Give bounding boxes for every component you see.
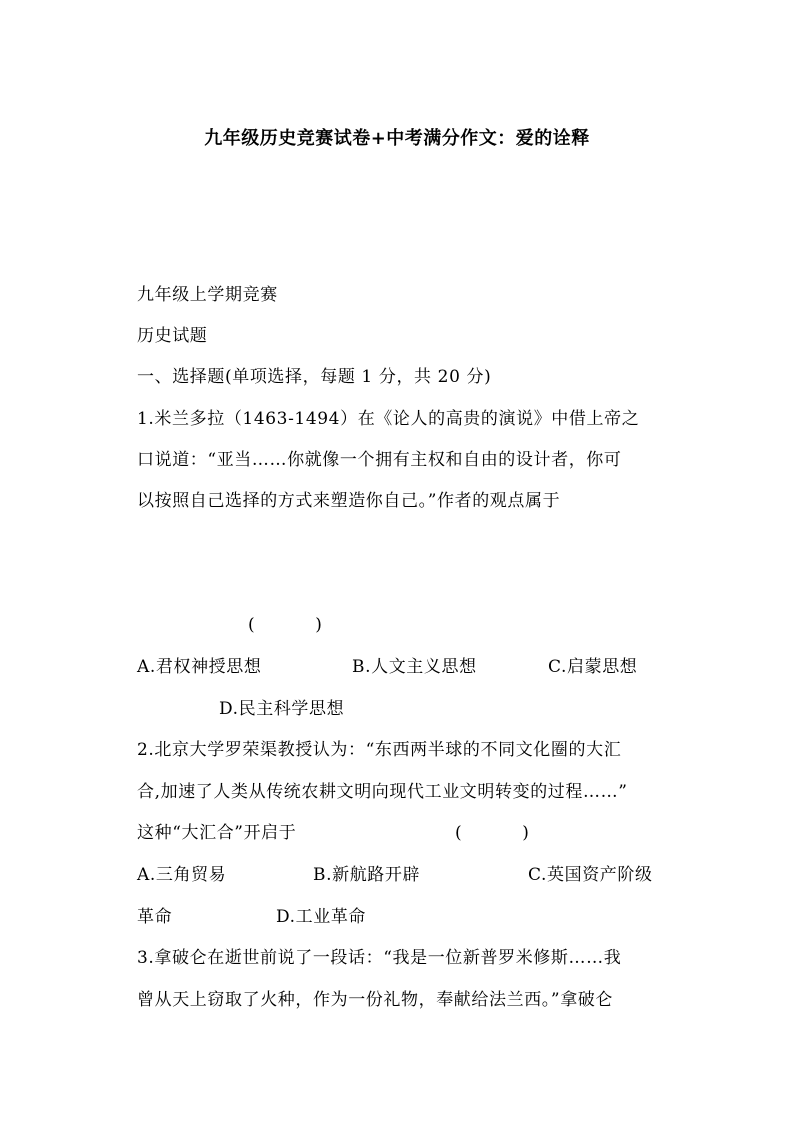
q3-text-line-1: 3.拿破仑在逝世前说了一段话：“我是一位新普罗米修斯……我: [137, 948, 622, 968]
q1-option-c: C.启蒙思想: [548, 657, 638, 677]
q2-option-c-continued: 革命: [137, 907, 173, 927]
q2-text-line-3: 这种“大汇合”开启于: [137, 823, 297, 843]
q2-option-b: B.新航路开辟: [313, 865, 421, 885]
q2-text-line-1: 2.北京大学罗荣渠教授认为：“东西两半球的不同文化圈的大汇: [137, 740, 622, 760]
q2-option-c: C.英国资产阶级: [528, 865, 653, 885]
q3-text-line-2: 曾从天上窃取了火种，作为一份礼物，奉献给法兰西。”拿破仑: [137, 990, 613, 1010]
q1-text-line-3: 以按照自己选择的方式来塑造你自己。”作者的观点属于: [137, 491, 561, 511]
q2-text-line-2: 合,加速了人类从传统农耕文明向现代工业文明转变的过程……”: [137, 782, 628, 802]
q1-option-b: B.人文主义思想: [352, 657, 477, 677]
q2-answer-blank: ( ): [455, 823, 530, 843]
document-title: 九年级历史竞赛试卷+中考满分作文：爱的诠释: [204, 128, 590, 149]
q1-answer-blank: ( ): [248, 615, 323, 635]
section-header: 一、选择题(单项选择，每题 1 分，共 20 分): [137, 367, 492, 387]
q2-option-d: D.工业革命: [276, 907, 367, 927]
q1-text-line-1: 1.米兰多拉（1463-1494）在《论人的高贵的演说》中借上帝之: [137, 409, 640, 429]
exam-name: 九年级上学期竞赛: [137, 285, 278, 305]
q1-text-line-2: 口说道：“亚当……你就像一个拥有主权和自由的设计者，你可: [137, 450, 622, 470]
exam-subject: 历史试题: [137, 326, 208, 346]
q1-option-a: A.君权神授思想: [137, 657, 262, 677]
q1-option-d: D.民主科学思想: [219, 699, 345, 719]
q2-option-a: A.三角贸易: [137, 865, 227, 885]
